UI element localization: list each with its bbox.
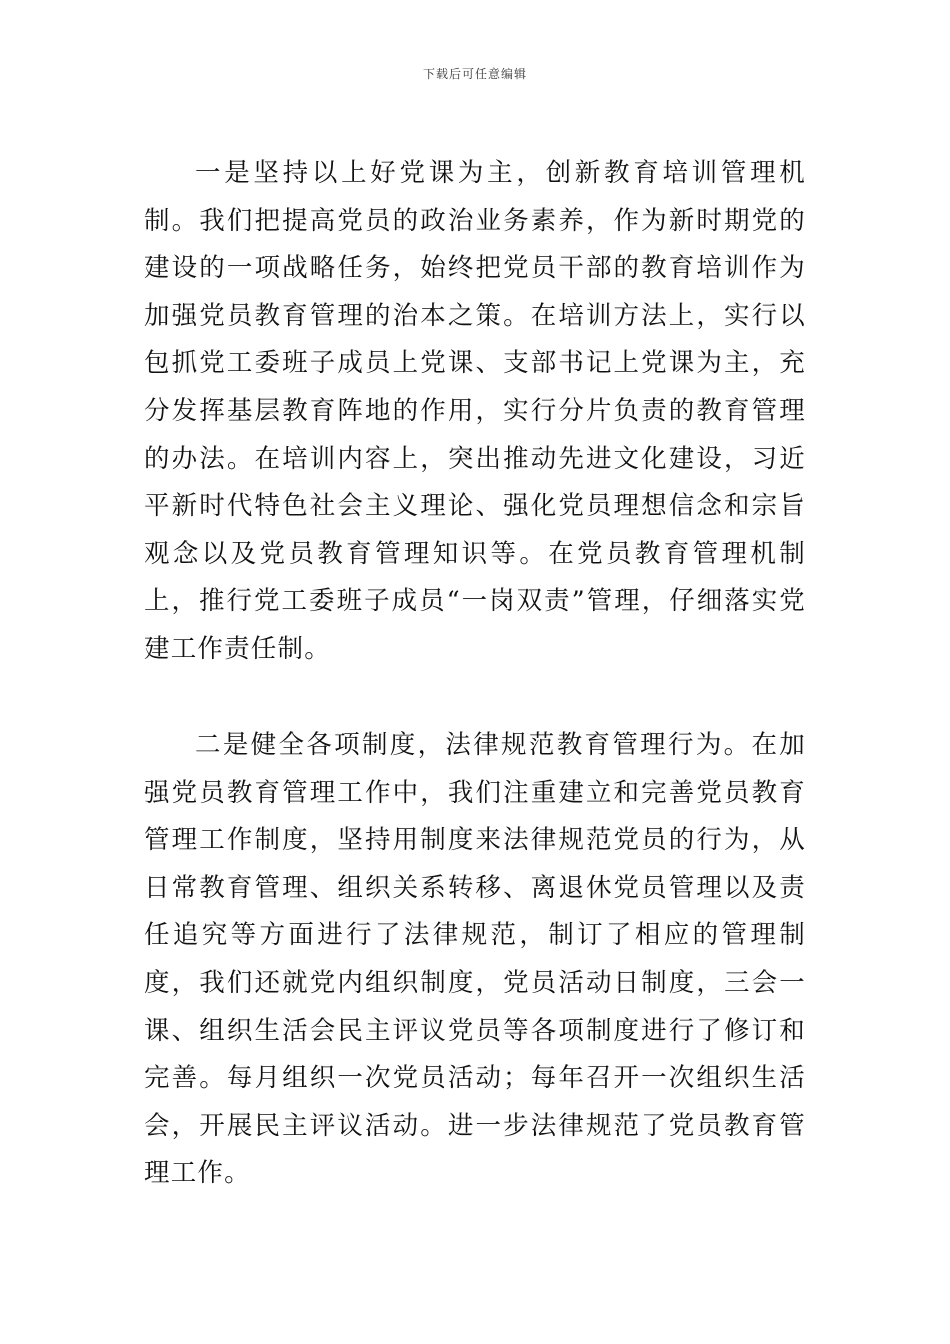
page-header: 下载后可任意编辑 (422, 67, 527, 81)
paragraph-2: 二是健全各项制度，法律规范教育管理行为。在加强党员教育管理工作中，我们注重建立和完善党员教育管理工作制度，坚持用制度来法律规范党员的行为，从日常教育管理、组织关系转移、离退休党员管理以及责任追究等方面进行了法律规范，制订了相应的管理制度，我们还就党内组织制度，党员活动日制度，三会一课、组织生活会民主评议党员等各项制度进行了修订和完善。每月组织一次党员活动；每年召开一次组织生活会，开展民主评议活动。进一步法律规范了党员教育管理工作。 (144, 730, 806, 1189)
paragraph-1: 一是坚持以上好党课为主，创新教育培训管理机制。我们把提高党员的政治业务素养，作为新时期党的建设的一项战略任务，始终把党员干部的教育培训作为加强党员教育管理的治本之策。在培训方法上，实行以包抓党工委班子成员上党课、支部书记上党课为主，充分发挥基层教育阵地的作用，实行分片负责的教育管理的办法。在培训内容上，突出推动先进文化建设，习近平新时代特色社会主义理论、强化党员理想信念和宗旨观念以及党员教育管理知识等。在党员教育管理机制上，推行党工委班子成员“一岗双责”管理，仔细落实党建工作责任制。 (144, 158, 806, 664)
